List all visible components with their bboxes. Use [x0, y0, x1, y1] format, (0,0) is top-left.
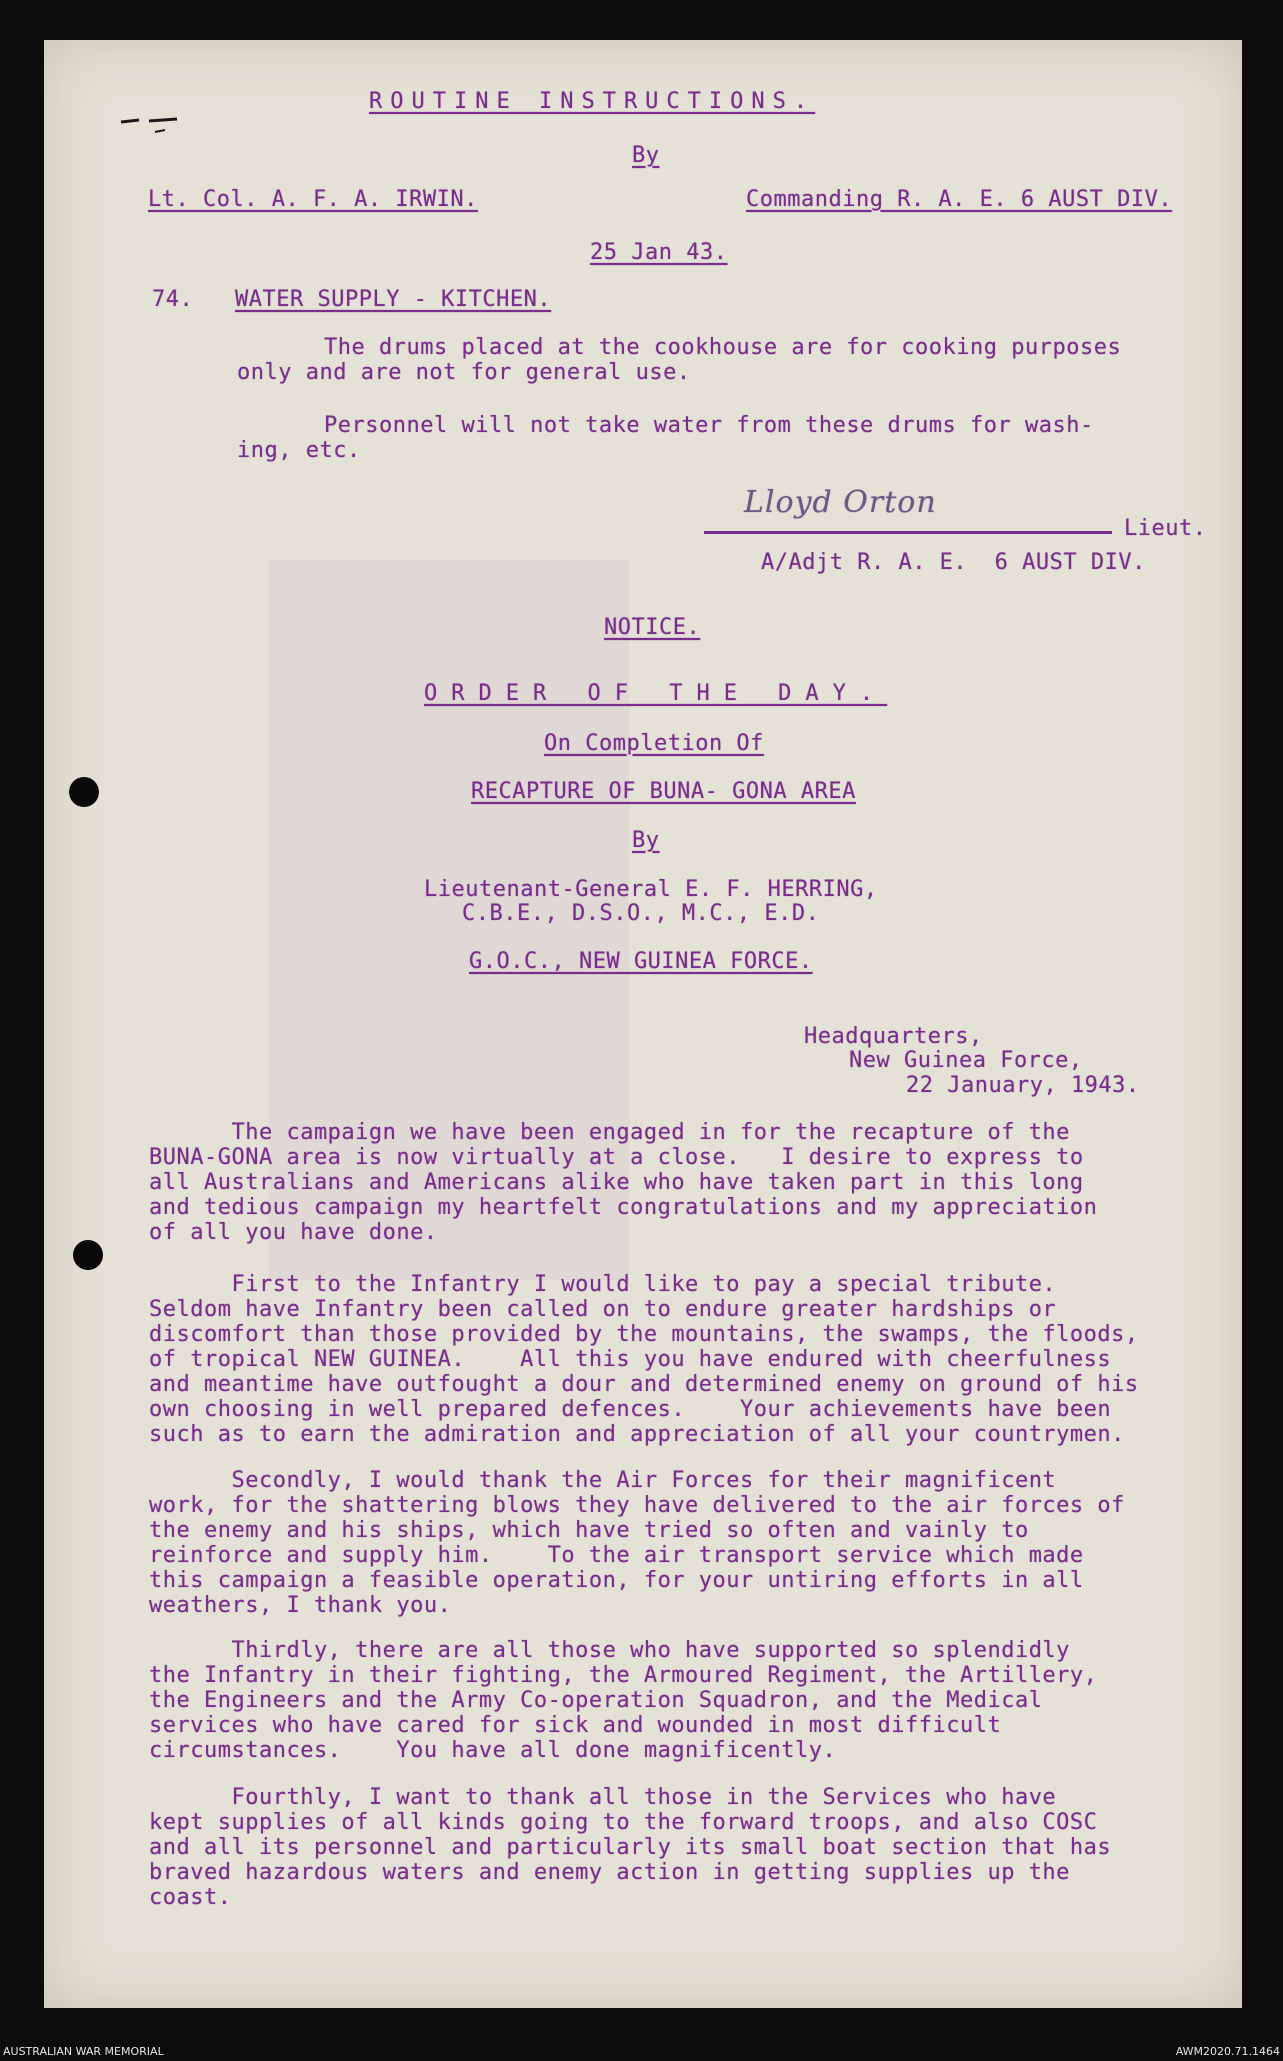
officer-name: Lt. Col. A. F. A. IRWIN.	[148, 187, 478, 212]
punch-hole-top	[69, 777, 99, 807]
document-page	[44, 40, 1242, 2008]
author-name: Lieutenant-General E. F. HERRING,	[424, 877, 878, 902]
punch-hole-bottom	[73, 1240, 103, 1270]
author-honours: C.B.E., D.S.O., M.C., E.D.	[462, 901, 820, 926]
signer-rank: Lieut.	[1124, 516, 1207, 541]
archive-credit: AUSTRALIAN WAR MEMORIAL	[3, 2045, 164, 2058]
pen-mark-icon	[119, 110, 189, 140]
instruction-heading: WATER SUPPLY - KITCHEN.	[235, 287, 552, 312]
address-line-2: New Guinea Force,	[849, 1048, 1083, 1073]
signature-line	[704, 531, 1112, 534]
body-paragraph-2: First to the Infantry I would like to pay a special tribute. Seldom have Infantry been called on to endure greater hardships or discomfort than those provided by the mountains, the swamps, the floods, of tropical NEW GUINEA. All this you have endured with cheerfulness and meantime have outfought a dour and determined enemy on ground of his own choosing in well prepared defences. Your achievements have been such as to earn the admiration and appreciation of all your countrymen.	[149, 1272, 1139, 1447]
body-paragraph-1: The campaign we have been engaged in for the recapture of the BUNA-GONA area is now virtually at a close. I desire to express to all Australians and Americans alike who have taken part in this long and tedious campaign my heartfelt congratulations and my appreciation of all you have done.	[149, 1120, 1098, 1245]
handwritten-signature: Lloyd Orton	[744, 485, 937, 520]
notice-by: By	[632, 828, 660, 853]
body-paragraph-3: Secondly, I would thank the Air Forces for their magnificent work, for the shattering blows they have delivered to the air forces of the enemy and his ships, which have tried so often and vainly to reinforce and supply him. To the air transport service which made this campaign a feasible operation, for your untiring efforts in all weathers, I thank you.	[149, 1468, 1125, 1618]
notice-line-2: RECAPTURE OF BUNA- GONA AREA	[471, 779, 856, 804]
signer-title: A/Adjt R. A. E. 6 AUST DIV.	[761, 550, 1146, 575]
author-command: G.O.C., NEW GUINEA FORCE.	[469, 949, 813, 974]
body-paragraph-4: Thirdly, there are all those who have supported so splendidly the Infantry in their fighting, the Armoured Regiment, the Artillery, the Engineers and the Army Co-operation Squadron, and the Medical services who have cared for sick and wounded in most difficult circumstances. You have all done magnificently.	[149, 1638, 1098, 1763]
address-line-1: Headquarters,	[804, 1024, 983, 1049]
instruction-paragraph-2: Personnel will not take water from these drums for wash- ing, etc.	[237, 413, 1094, 463]
document-title: ROUTINE INSTRUCTIONS.	[369, 89, 816, 114]
address-date: 22 January, 1943.	[906, 1073, 1140, 1098]
notice-line-1: On Completion Of	[544, 731, 764, 756]
notice-label: NOTICE.	[604, 615, 701, 640]
header-date: 25 Jan 43.	[590, 240, 728, 265]
archive-accession-number: AWM2020.71.1464	[1175, 2045, 1280, 2058]
body-paragraph-5: Fourthly, I want to thank all those in the Services who have kept supplies of all kinds going to the forward troops, and also COSC and all its personnel and particularly its small boat section that has braved hazardous waters and enemy action in getting supplies up the coast.	[149, 1785, 1112, 1910]
instruction-number: 74.	[152, 287, 194, 312]
order-of-the-day-title: ORDER OF THE DAY.	[424, 681, 888, 706]
header-by: By	[632, 143, 660, 168]
instruction-paragraph-1: The drums placed at the cookhouse are for cooking purposes only and are not for general use.	[237, 335, 1122, 385]
command-title: Commanding R. A. E. 6 AUST DIV.	[746, 187, 1173, 212]
